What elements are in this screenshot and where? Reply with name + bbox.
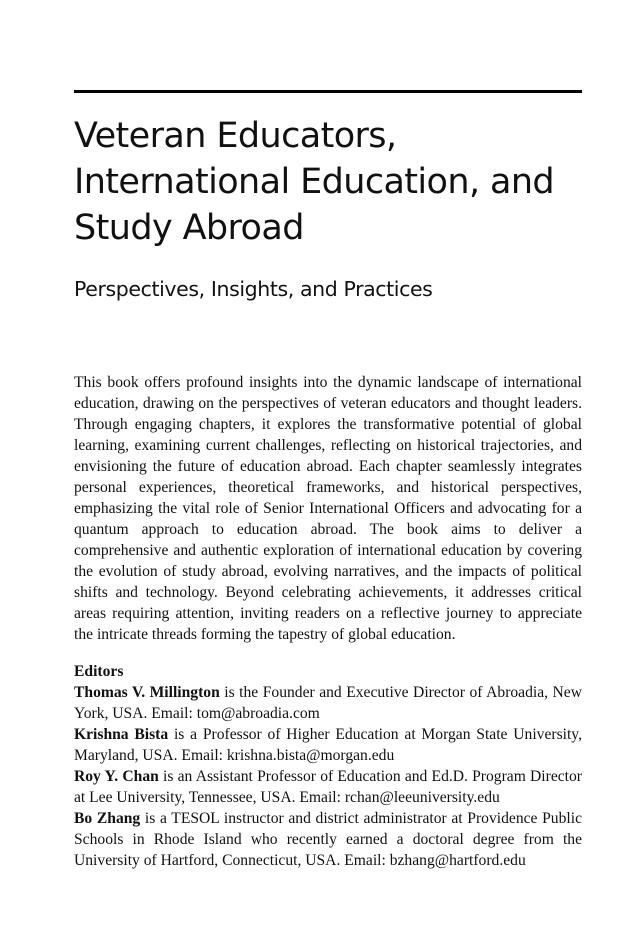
editor-description: is a TESOL instructor and district administrator at Providence Public Schools in Rhode Island who recently earned a doctoral degree from the University of Hartford, Connecticut, USA. Email: bzhang@hartford.edu	[74, 810, 582, 869]
editor-bio-millington	[74, 682, 582, 724]
book-abstract: This book offers profound insights into the dynamic landscape of international education, drawing on the perspectives of veteran educators and thought leaders. Through engaging chapters, it explores the transformative potential of global learning, examining current challenges, reflecting on historical trajectories, and envisioning the future of education abroad. Each chapter seamlessly integrates personal experiences, theoretical frameworks, and historical perspectives, emphasizing the vital role of Senior International Officers and advocating for a quantum approach to education abroad. The book aims to deliver a comprehensive and authentic exploration of international education by covering the evolution of study abroad, evolving narratives, and the impacts of political shifts and technology. Beyond celebrating achievements, it addresses critical areas requiring attention, inviting readers on a reflective journey to appreciate the intricate threads forming the tapestry of global education.	[74, 374, 582, 643]
editors-heading: Editors	[74, 663, 124, 680]
title-line-2: International Education, and	[74, 162, 555, 202]
book-title	[74, 113, 594, 251]
title-line-3: Study Abroad	[74, 208, 304, 248]
editor-name: Bo Zhang	[74, 810, 141, 827]
editor-description: is the Founder and Executive Director of Abroadia, New York, USA. Email: tom@abroadia.com	[74, 684, 582, 722]
editor-bio-zhang	[74, 808, 582, 871]
title-line-1: Veteran Educators,	[74, 116, 397, 156]
editor-name: Krishna Bista	[74, 726, 169, 743]
editor-description: is an Assistant Professor of Education and Ed.D. Program Director at Lee University, Tennessee, USA. Email: rchan@leeuniversity.edu	[74, 768, 582, 806]
editor-bio-bista	[74, 724, 582, 766]
editor-name: Roy Y. Chan	[74, 768, 159, 785]
editor-bio-chan	[74, 766, 582, 808]
book-subtitle: Perspectives, Insights, and Practices	[74, 277, 433, 301]
editor-name: Thomas V. Millington	[74, 684, 220, 701]
editor-description: is a Professor of Higher Education at Morgan State University, Maryland, USA. Email: krishna.bista@morgan.edu	[74, 726, 582, 764]
editors-section	[74, 661, 582, 871]
top-rule	[74, 90, 582, 93]
